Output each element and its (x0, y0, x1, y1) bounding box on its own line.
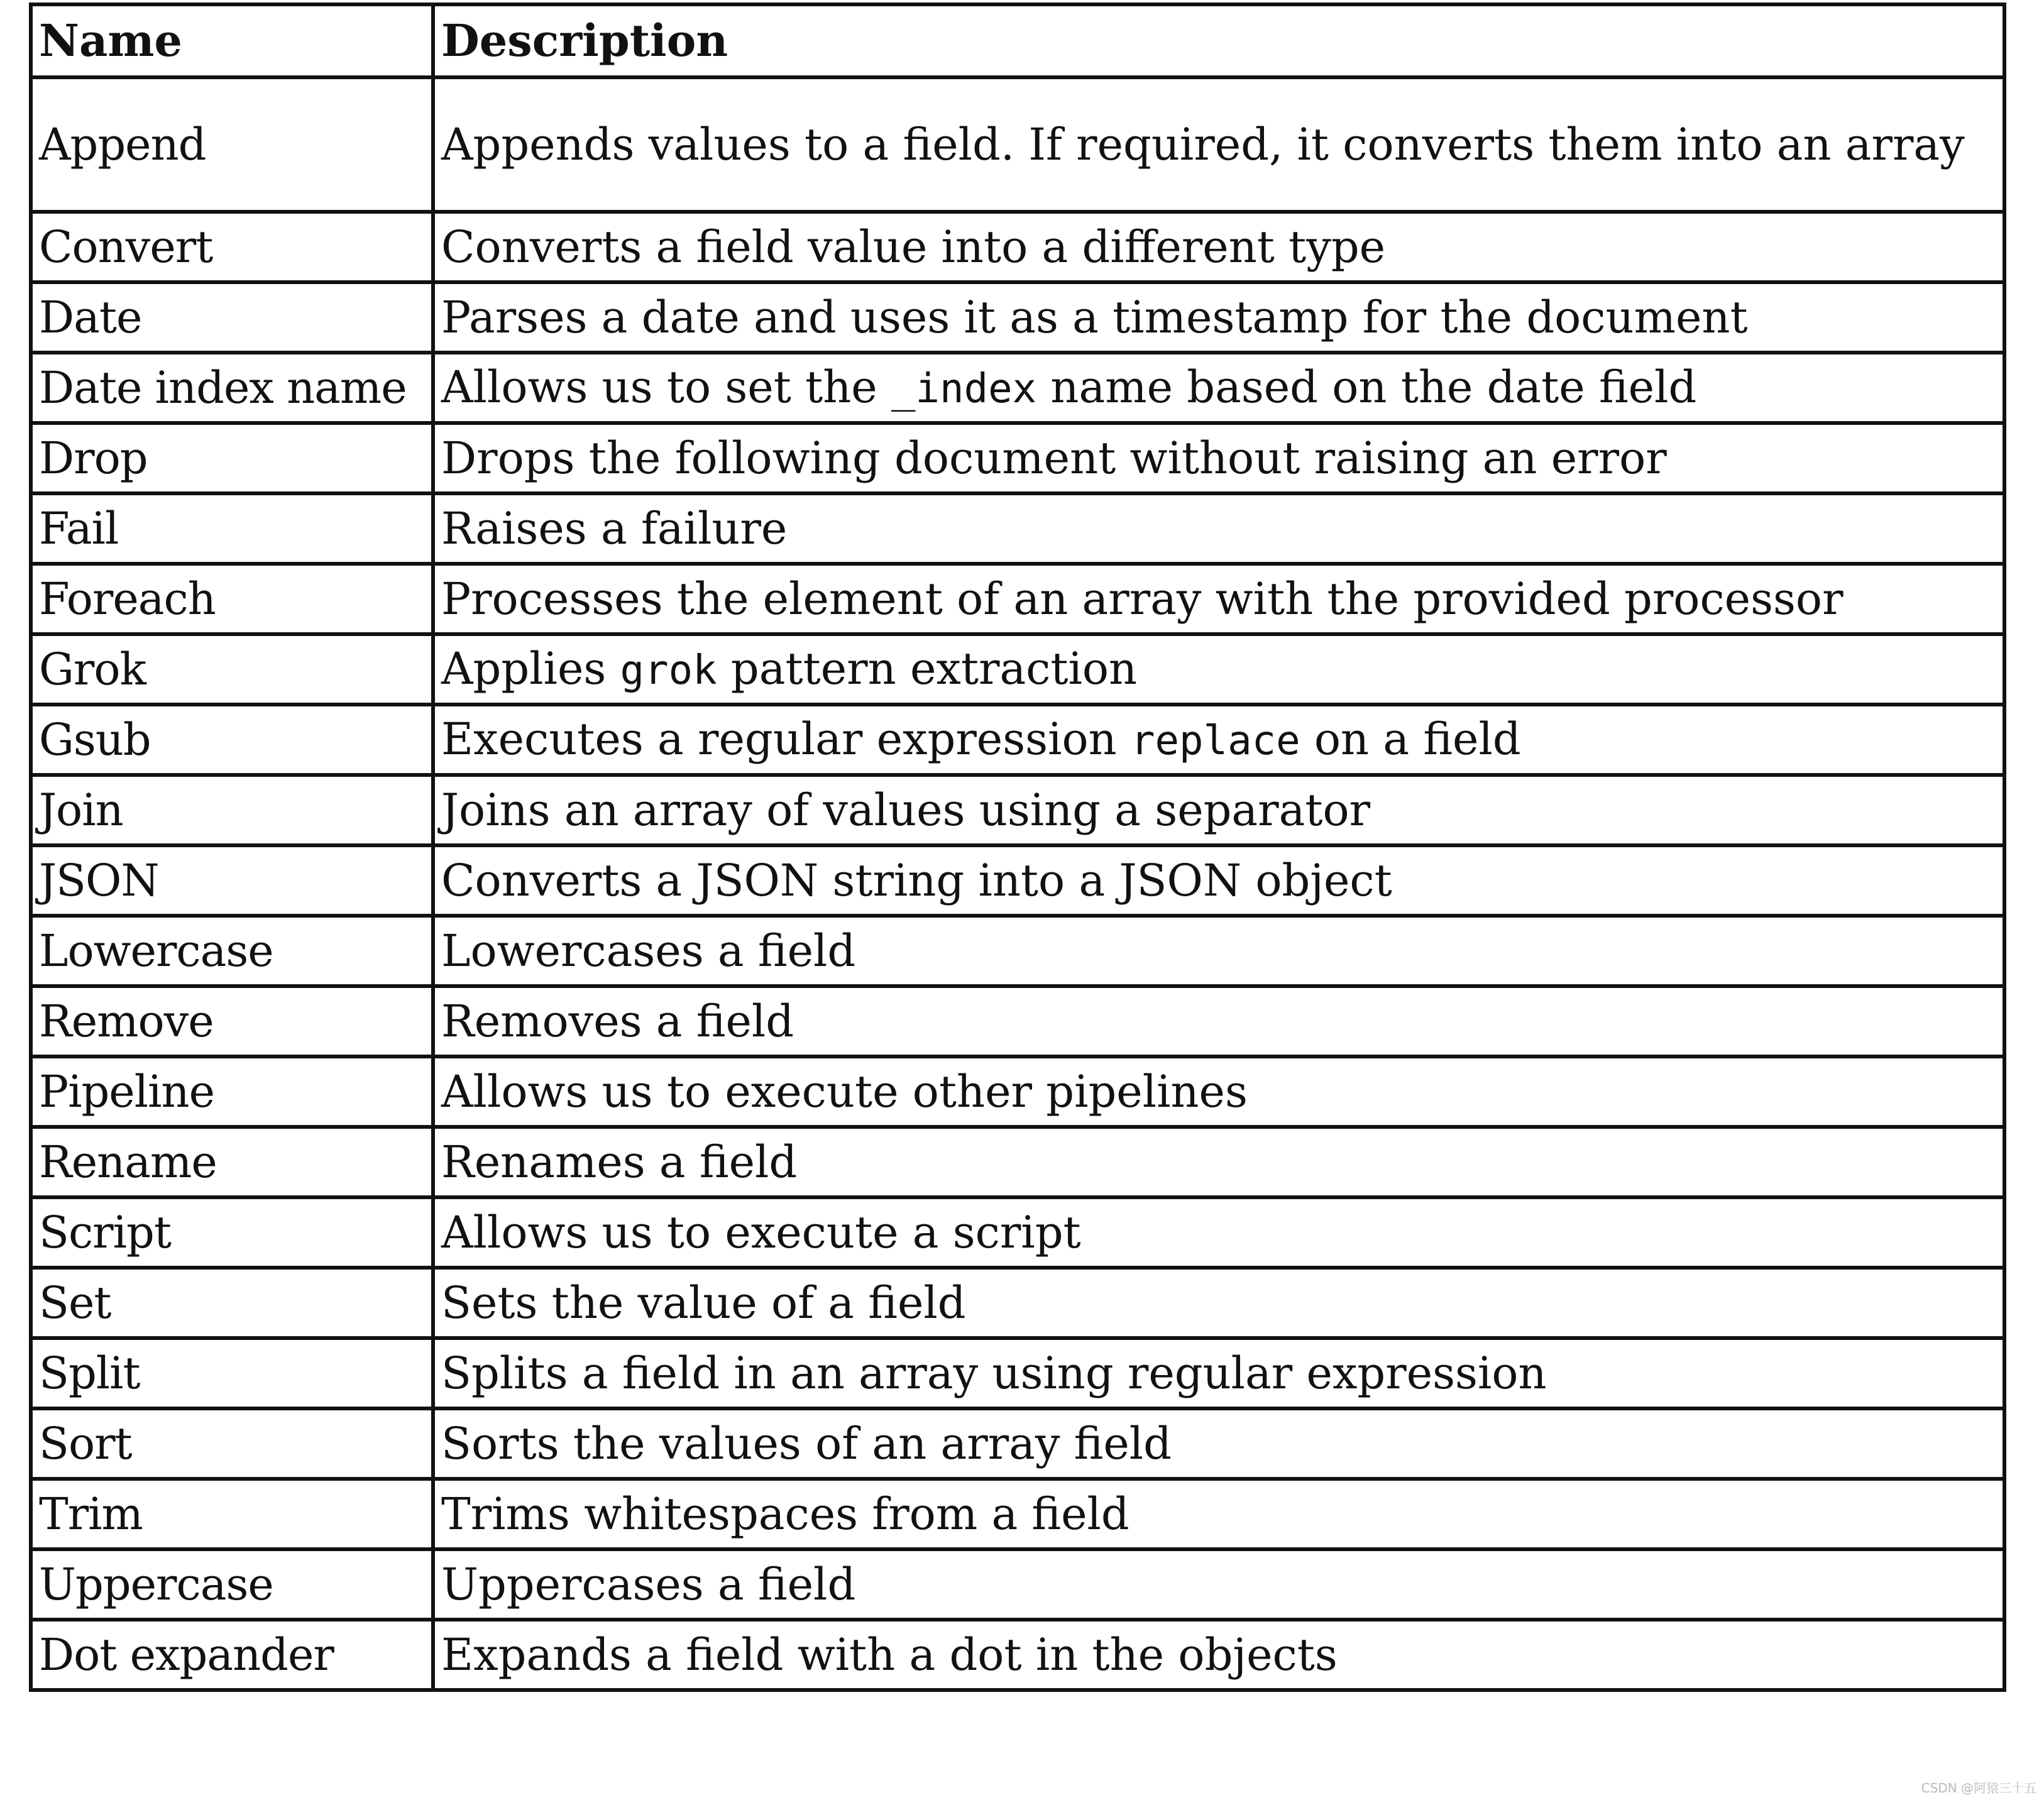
table-row (31, 916, 2004, 986)
table-header (31, 4, 2004, 77)
processor-description (433, 77, 2004, 212)
code-snippet: replace (1130, 717, 1300, 764)
processor-name: Script (31, 1197, 433, 1268)
processor-name: JSON (31, 845, 433, 916)
processor-name: Trim (31, 1479, 433, 1549)
table-row (31, 1549, 2004, 1620)
table-body (31, 77, 2004, 1690)
description-text: Processes the element of an array with the provided processor (441, 573, 1843, 625)
processor-description (433, 282, 2004, 353)
processor-description (433, 1268, 2004, 1338)
processor-description (433, 1620, 2004, 1690)
description-text: Applies (441, 642, 620, 694)
processor-name: Gsub (31, 705, 433, 775)
description-text: Allows us to execute other pipelines (441, 1066, 1248, 1117)
processor-description (433, 1056, 2004, 1127)
processor-name: Drop (31, 423, 433, 493)
processor-description (433, 1479, 2004, 1549)
description-text: Appends values to a field. If required, it converts them into an array (441, 119, 1965, 170)
description-text: Trims whitespaces from a field (441, 1488, 1129, 1540)
processor-description (433, 986, 2004, 1056)
processor-name: Uppercase (31, 1549, 433, 1620)
processor-name: Date (31, 282, 433, 353)
description-text: Executes a regular expression (441, 713, 1131, 765)
processor-name: Convert (31, 212, 433, 282)
table-row (31, 705, 2004, 775)
description-text: pattern extraction (717, 642, 1138, 694)
table-row (31, 1268, 2004, 1338)
processor-name: Pipeline (31, 1056, 433, 1127)
processor-name: Date index name (31, 353, 433, 423)
table-row (31, 986, 2004, 1056)
processor-name: Sort (31, 1408, 433, 1479)
processor-description (433, 845, 2004, 916)
processor-description (433, 1338, 2004, 1408)
processor-name: Set (31, 1268, 433, 1338)
processor-description (433, 564, 2004, 634)
header-description: Description (433, 4, 2004, 77)
processor-table (29, 3, 2006, 1692)
description-text: Splits a field in an array using regular expression (441, 1347, 1547, 1399)
processor-name: Split (31, 1338, 433, 1408)
processor-description (433, 1549, 2004, 1620)
processor-description (433, 705, 2004, 775)
description-text: Uppercases a field (441, 1559, 856, 1610)
table-row (31, 634, 2004, 705)
table-row (31, 1338, 2004, 1408)
description-text: Allows us to set the (441, 361, 891, 413)
description-text: Lowercases a field (441, 925, 856, 977)
description-text: Parses a date and uses it as a timestamp for the document (441, 292, 1748, 343)
processor-name: Grok (31, 634, 433, 705)
processor-name: Remove (31, 986, 433, 1056)
table-row (31, 493, 2004, 564)
header-row (31, 4, 2004, 77)
processor-description (433, 423, 2004, 493)
watermark: CSDN @阿猿三十五 (1921, 1781, 2036, 1796)
description-text: Joins an array of values using a separator (441, 784, 1371, 836)
processor-name: Append (31, 77, 433, 212)
processor-name: Dot expander (31, 1620, 433, 1690)
processor-description (433, 1127, 2004, 1197)
table-row (31, 845, 2004, 916)
table-row (31, 1479, 2004, 1549)
description-text: Removes a field (441, 996, 794, 1047)
processor-description (433, 775, 2004, 845)
table-row (31, 1197, 2004, 1268)
processor-description (433, 353, 2004, 423)
table-row (31, 1408, 2004, 1479)
table-row (31, 564, 2004, 634)
description-text: Raises a failure (441, 503, 788, 554)
table-row (31, 212, 2004, 282)
table-row (31, 775, 2004, 845)
processor-name: Rename (31, 1127, 433, 1197)
code-snippet: _index (891, 365, 1037, 412)
processor-name: Lowercase (31, 916, 433, 986)
table-row (31, 353, 2004, 423)
header-name: Name (31, 4, 433, 77)
processor-description (433, 1408, 2004, 1479)
description-text: Expands a field with a dot in the objects (441, 1629, 1338, 1681)
description-text: on a field (1300, 713, 1521, 765)
code-snippet: grok (620, 647, 717, 694)
processor-name: Join (31, 775, 433, 845)
description-text: Converts a JSON string into a JSON object (441, 855, 1392, 906)
table-row (31, 282, 2004, 353)
description-text: Renames a field (441, 1136, 798, 1188)
table-row (31, 1620, 2004, 1690)
description-text: Sorts the values of an array field (441, 1418, 1172, 1469)
description-text: Converts a field value into a different type (441, 221, 1386, 273)
description-text: Drops the following document without raising an error (441, 432, 1667, 484)
description-text: Allows us to execute a script (441, 1207, 1081, 1258)
processor-description (433, 212, 2004, 282)
table-row (31, 423, 2004, 493)
processor-description (433, 1197, 2004, 1268)
table-row (31, 77, 2004, 212)
table-row (31, 1127, 2004, 1197)
processor-name: Foreach (31, 564, 433, 634)
table-row (31, 1056, 2004, 1127)
description-text: name based on the date field (1036, 361, 1697, 413)
processor-name: Fail (31, 493, 433, 564)
processor-description (433, 916, 2004, 986)
processor-description (433, 634, 2004, 705)
processor-description (433, 493, 2004, 564)
description-text: Sets the value of a field (441, 1277, 966, 1329)
